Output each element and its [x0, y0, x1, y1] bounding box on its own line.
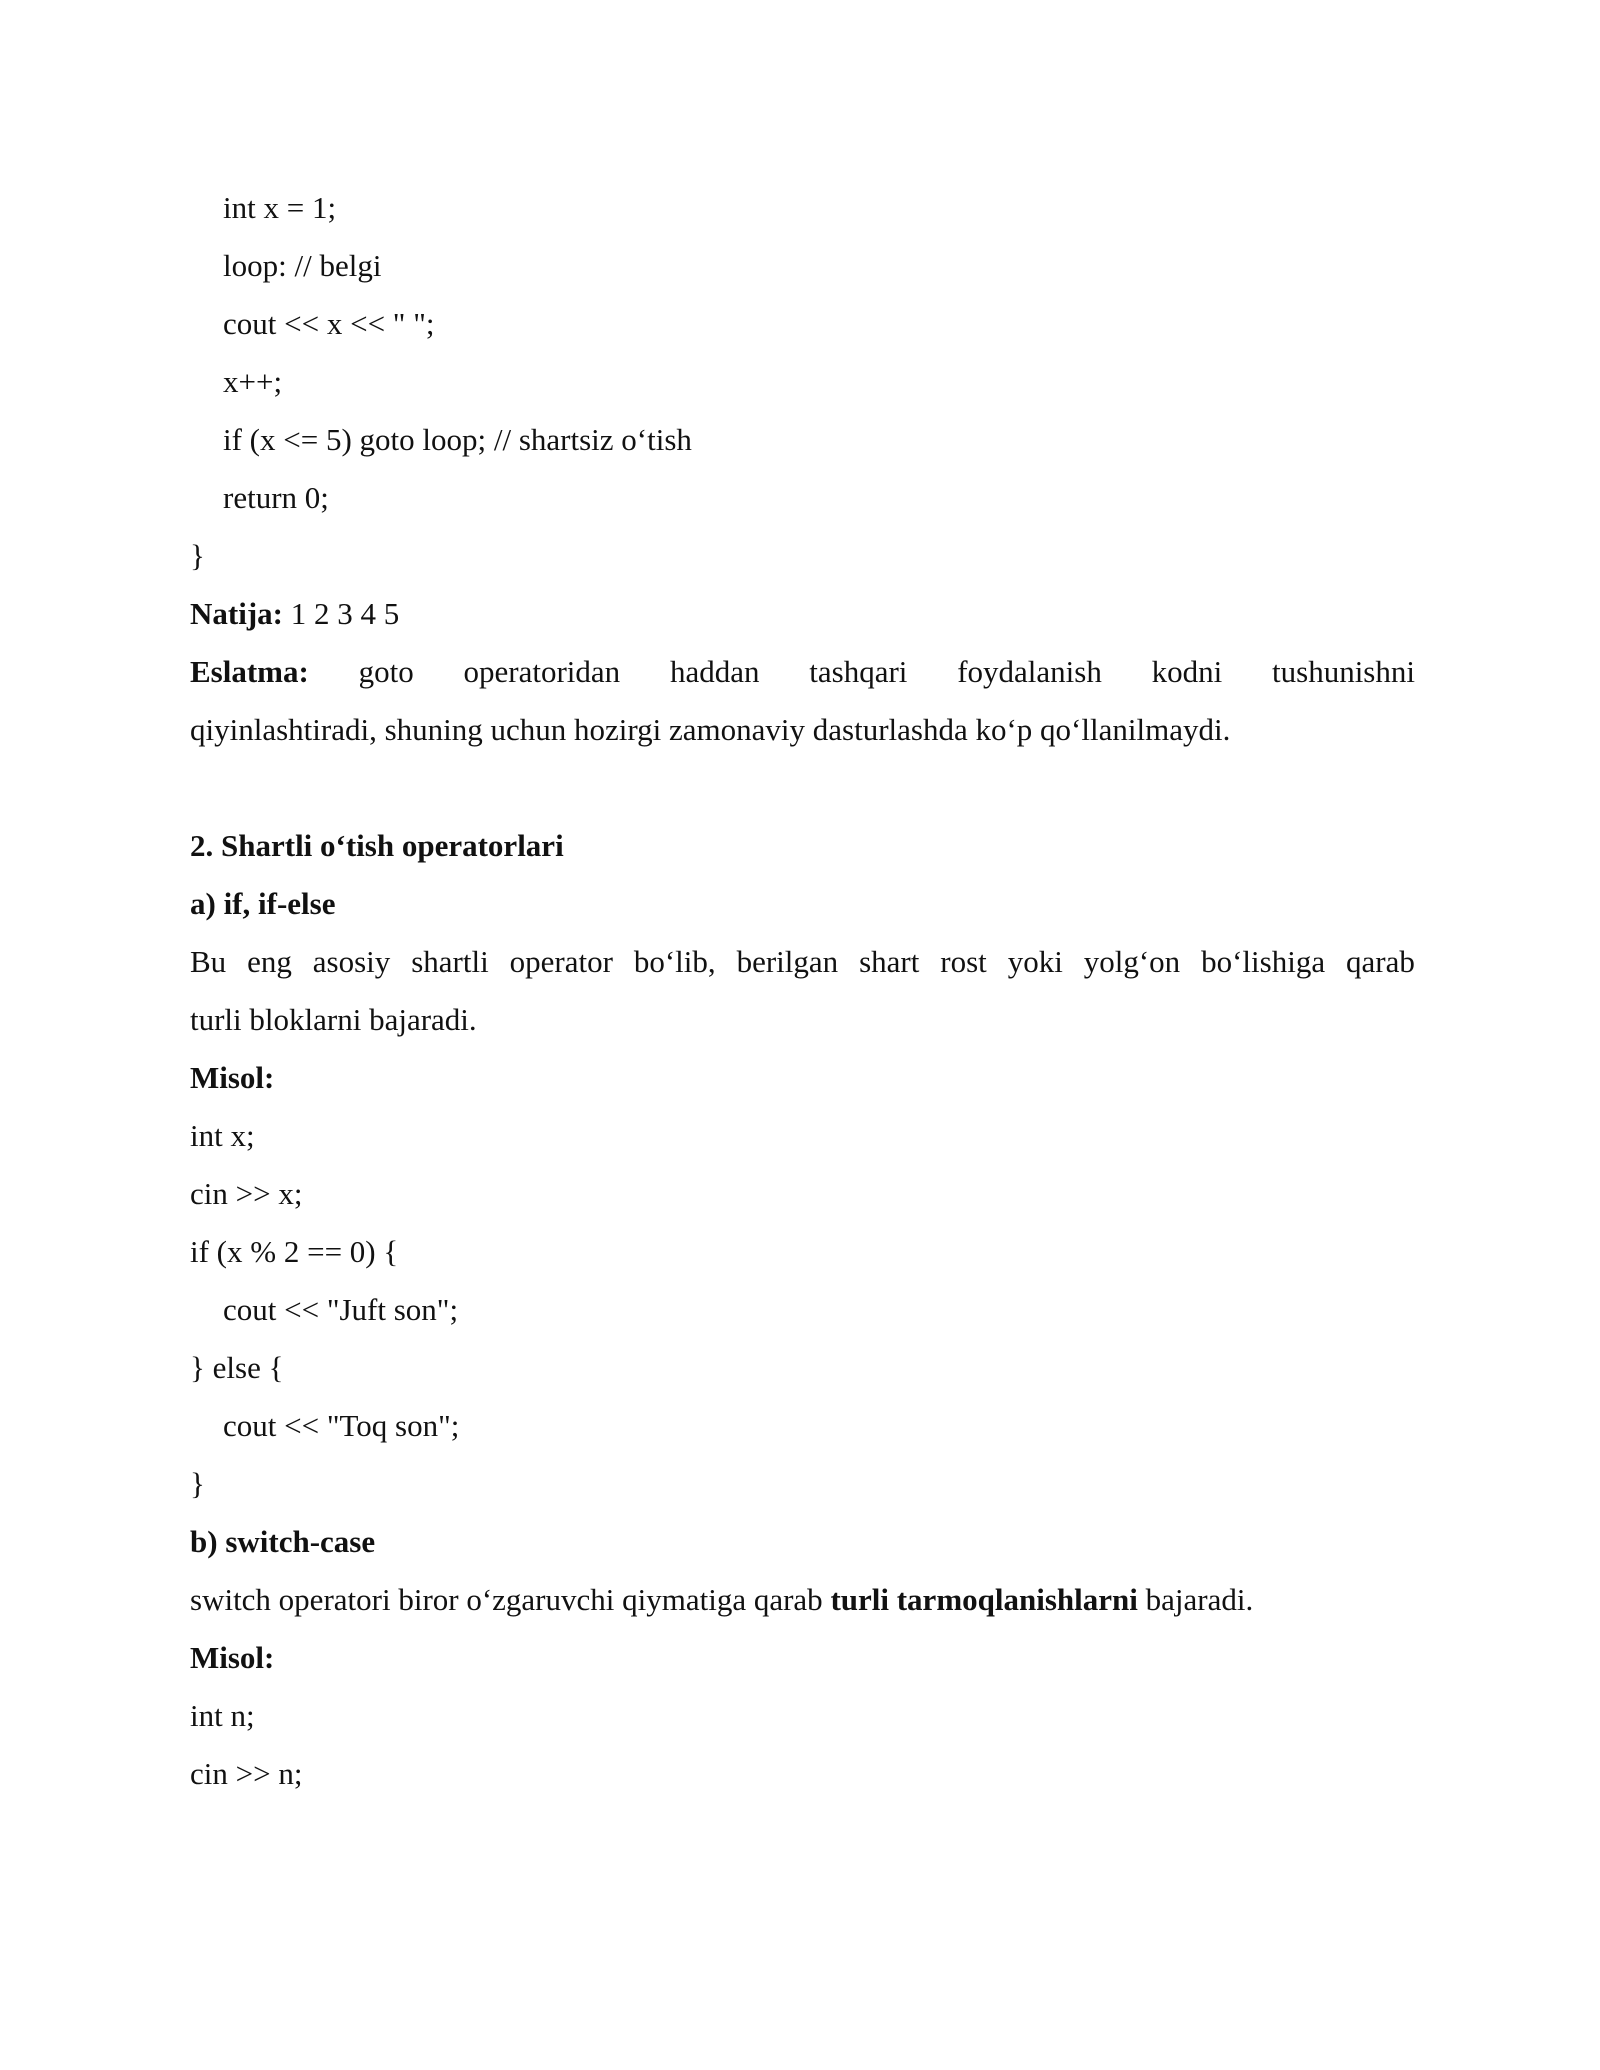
- code-line: loop: // belgi: [223, 248, 382, 283]
- code-line: }: [190, 538, 205, 573]
- code-line: x++;: [223, 364, 283, 399]
- word: shart: [859, 944, 920, 979]
- subsection-heading-switch: b) switch-case: [190, 1524, 376, 1559]
- code-line: int x;: [190, 1118, 255, 1153]
- word: berilgan: [736, 944, 839, 979]
- natija-line: [190, 594, 399, 634]
- code-line: } else {: [190, 1350, 284, 1385]
- code-line: cout << "Juft son";: [223, 1292, 459, 1327]
- code-line: int x = 1;: [223, 190, 337, 225]
- word: tushunishni: [1272, 654, 1415, 689]
- natija-value: 1 2 3 4 5: [282, 596, 400, 631]
- code-line: cout << "Toq son";: [223, 1408, 460, 1443]
- word: tashqari: [809, 654, 908, 689]
- natija-label: Natija:: [190, 596, 283, 631]
- word: yolg‘on: [1083, 944, 1181, 979]
- word: bo‘lishiga: [1201, 944, 1326, 979]
- word: eng: [247, 944, 292, 979]
- code-line: if (x <= 5) goto loop; // shartsiz o‘tish: [223, 422, 692, 457]
- code-line: return 0;: [223, 480, 329, 515]
- code-line: cout << x << " ";: [223, 306, 435, 341]
- misol-label: Misol:: [190, 1640, 275, 1675]
- eslatma-label: Eslatma:: [190, 654, 309, 689]
- if-paragraph-line-2: turli bloklarni bajaradi.: [190, 1002, 477, 1037]
- switch-paragraph: switch operatori biror o‘zgaruvchi qiymatiga qarab turli tarmoqlanishlarni bajaradi.: [190, 1582, 1254, 1617]
- word: bo‘lib,: [633, 944, 716, 979]
- word: operatoridan: [463, 654, 621, 689]
- word: Bu: [190, 944, 227, 979]
- code-line: cin >> n;: [190, 1756, 303, 1791]
- word: operator: [509, 944, 613, 979]
- eslatma-line-2: qiyinlashtiradi, shuning uchun hozirgi zamonaviy dasturlashda ko‘p qo‘llanilmaydi.: [190, 712, 1231, 747]
- word: haddan: [669, 654, 760, 689]
- eslatma-line-1: [190, 652, 1415, 692]
- word: foydalanish: [957, 654, 1102, 689]
- word: qarab: [1346, 944, 1415, 979]
- misol-label: Misol:: [190, 1060, 275, 1095]
- if-paragraph-line-1: [190, 942, 1415, 982]
- word: asosiy: [312, 944, 391, 979]
- word: goto: [358, 654, 414, 689]
- code-line: }: [190, 1466, 205, 1501]
- code-line: if (x % 2 == 0) {: [190, 1234, 399, 1269]
- section-heading: 2. Shartli o‘tish operatorlari: [190, 828, 564, 863]
- code-line: cin >> x;: [190, 1176, 303, 1211]
- word: yoki: [1007, 944, 1063, 979]
- code-line: int n;: [190, 1698, 255, 1733]
- word: kodni: [1151, 654, 1223, 689]
- word: rost: [940, 944, 987, 979]
- subsection-heading-if: a) if, if-else: [190, 886, 336, 921]
- word: shartli: [411, 944, 489, 979]
